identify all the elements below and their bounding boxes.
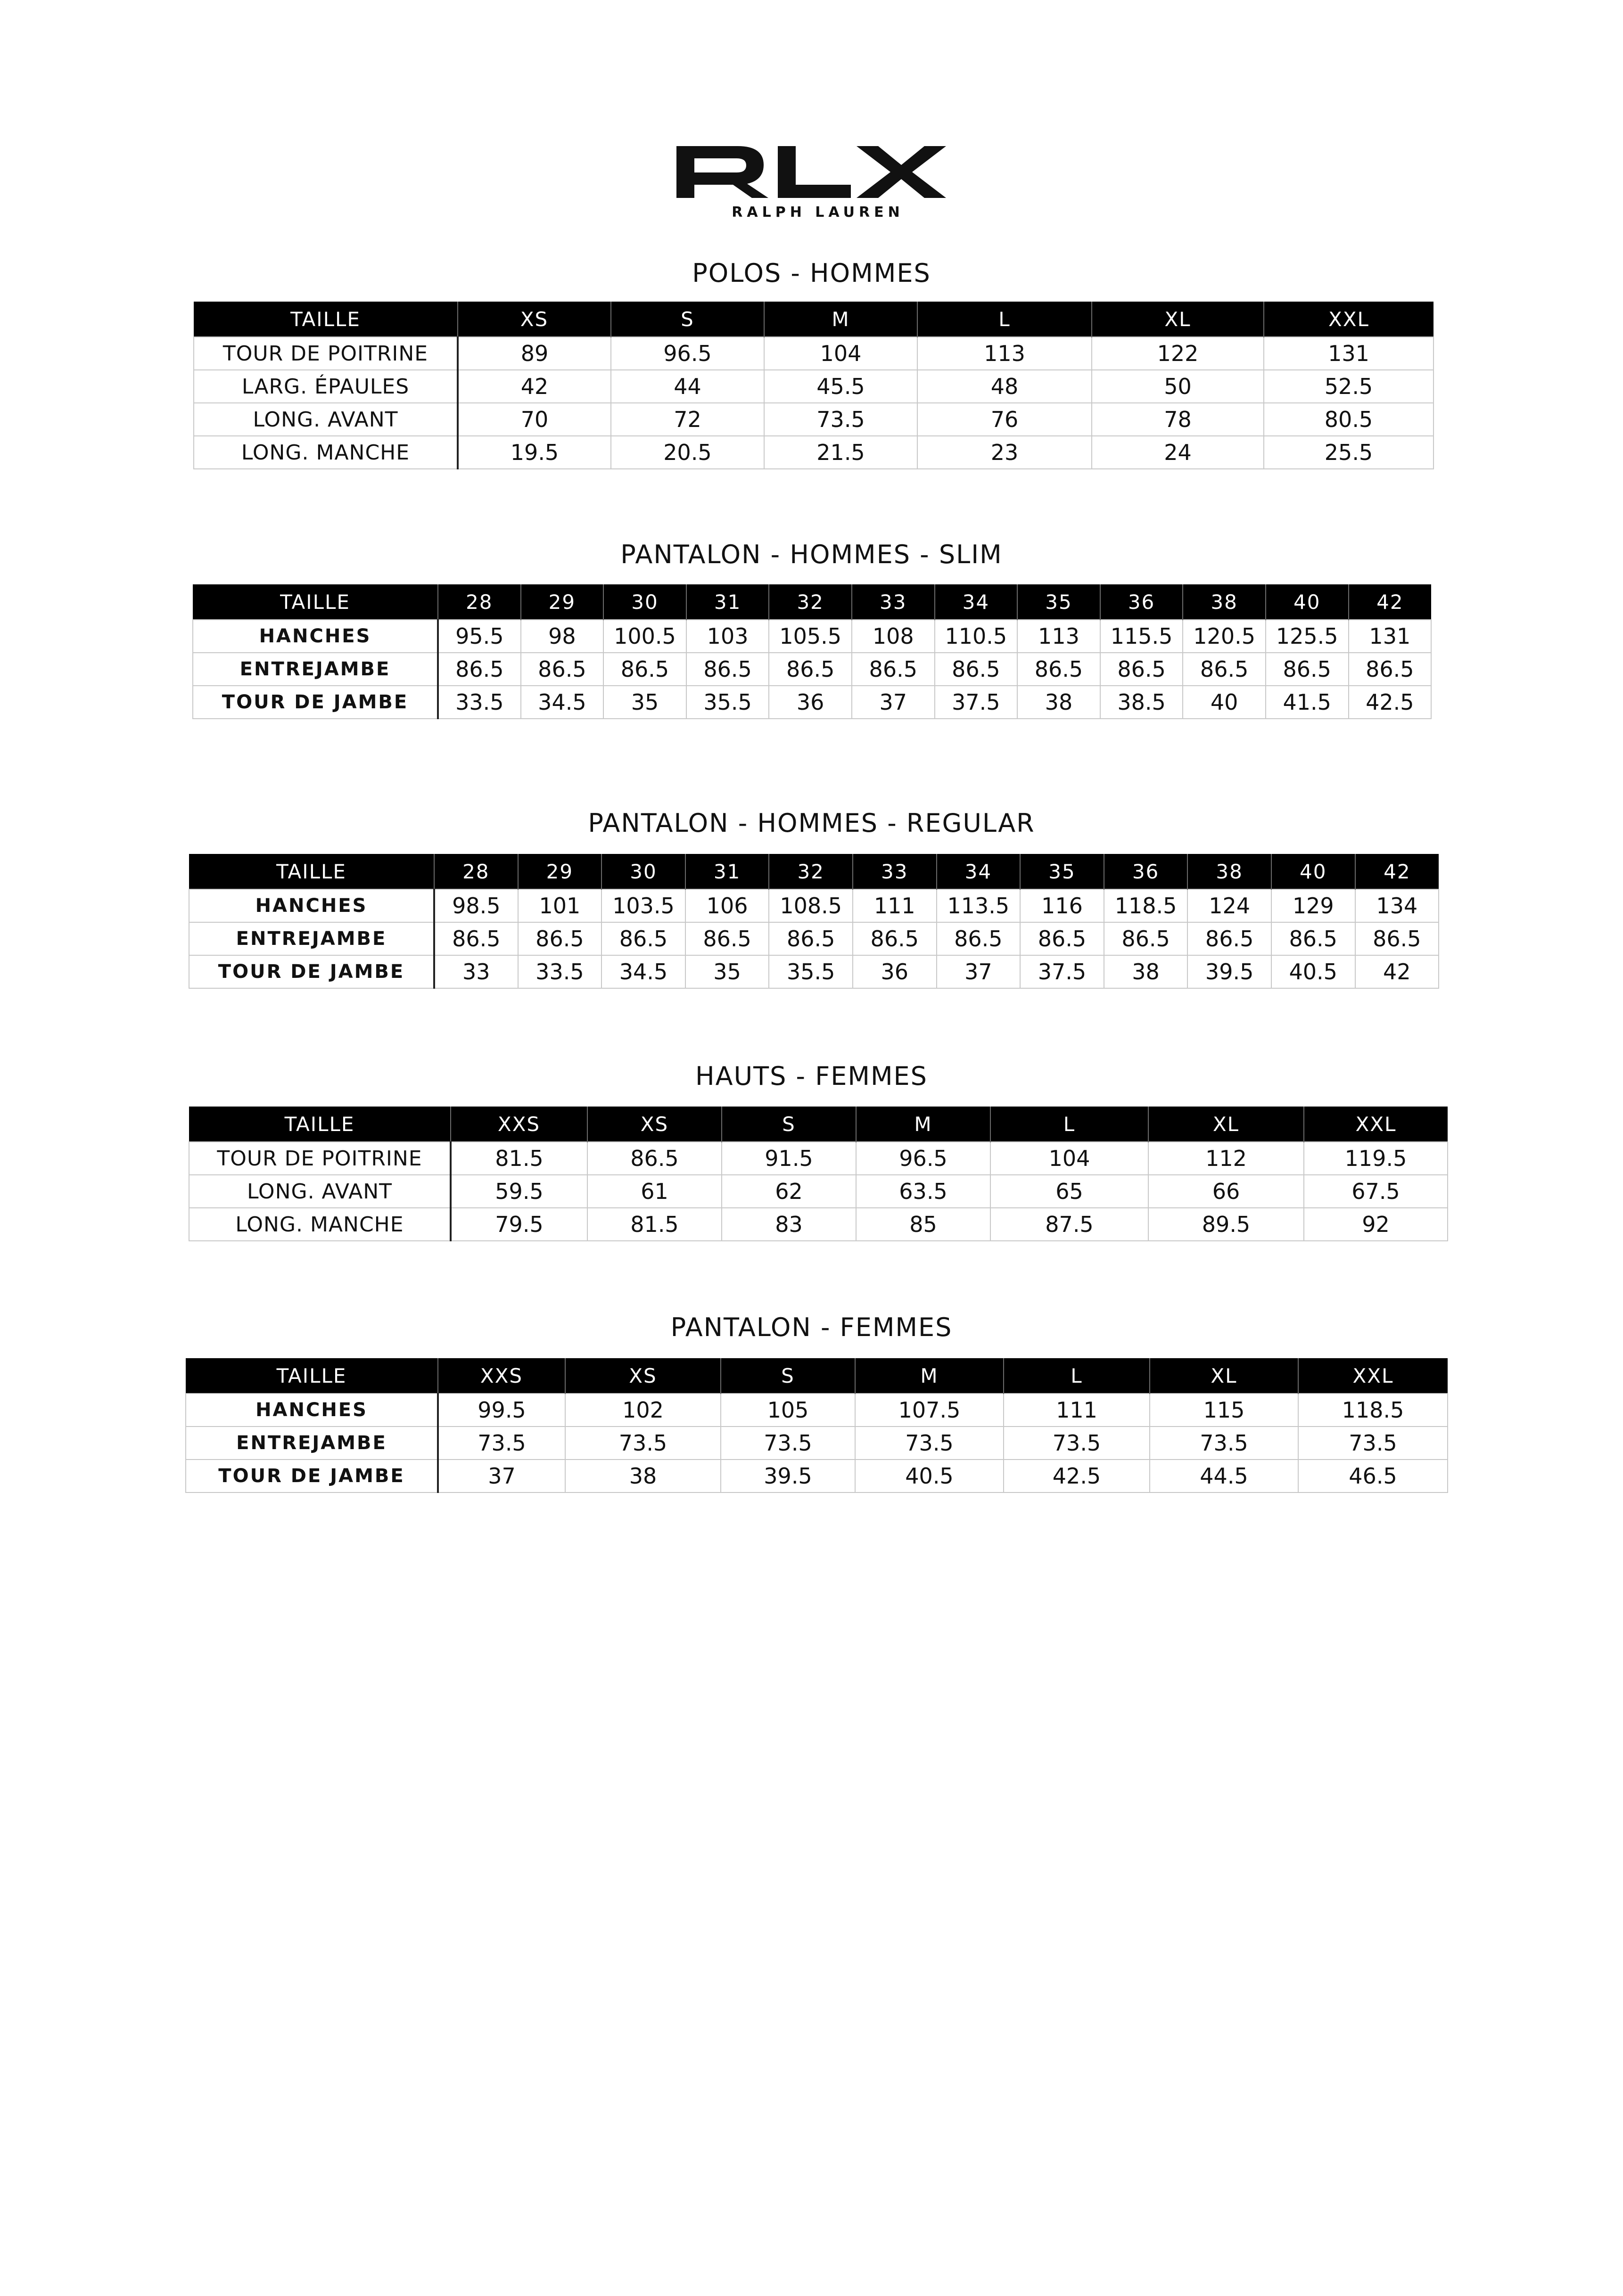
measurement-cell: 80.5 xyxy=(1264,403,1434,436)
measurement-cell: 66 xyxy=(1148,1175,1304,1208)
measurement-cell: 115 xyxy=(1150,1394,1298,1427)
table-row xyxy=(189,955,1439,988)
table-row xyxy=(189,1208,1448,1241)
row-label: LONG. AVANT xyxy=(194,403,458,436)
measurement-cell: 61 xyxy=(587,1175,722,1208)
header-cell-size: 30 xyxy=(603,584,686,620)
measurement-cell: 98.5 xyxy=(434,889,518,922)
header-cell-size: 33 xyxy=(853,854,937,889)
measurement-cell: 111 xyxy=(1004,1394,1150,1427)
measurement-cell: 118.5 xyxy=(1298,1394,1448,1427)
measurement-cell: 86.5 xyxy=(518,922,602,955)
header-cell-size: 31 xyxy=(685,854,769,889)
table-row xyxy=(193,620,1431,653)
measurement-cell: 37.5 xyxy=(935,686,1018,719)
measurement-cell: 35 xyxy=(603,686,686,719)
measurement-cell: 83 xyxy=(722,1208,856,1241)
header-cell-size: 42 xyxy=(1355,854,1439,889)
table-row xyxy=(189,922,1439,955)
header-cell-size: XS xyxy=(565,1358,721,1394)
header-cell-size: S xyxy=(722,1107,856,1142)
measurement-cell: 73.5 xyxy=(855,1427,1004,1460)
measurement-cell: 25.5 xyxy=(1264,436,1434,469)
measurement-cell: 38.5 xyxy=(1100,686,1183,719)
measurement-cell: 86.5 xyxy=(686,653,769,686)
measurement-cell: 86.5 xyxy=(769,922,853,955)
size-table-polos-hommes xyxy=(193,302,1434,469)
header-cell-size: XXS xyxy=(438,1358,565,1394)
section-title-hauts-femmes: HAUTS - FEMMES xyxy=(695,1061,928,1091)
header-cell-size: XXL xyxy=(1298,1358,1448,1394)
table-row xyxy=(186,1394,1448,1427)
measurement-cell: 119.5 xyxy=(1304,1142,1448,1175)
row-label: LARG. ÉPAULES xyxy=(194,370,458,403)
measurement-cell: 86.5 xyxy=(1020,922,1104,955)
row-label: HANCHES xyxy=(189,889,434,922)
header-cell-size: L xyxy=(1004,1358,1150,1394)
measurement-cell: 50 xyxy=(1092,370,1264,403)
section-title-pantalon-hommes-slim: PANTALON - HOMMES - SLIM xyxy=(620,540,1003,569)
table-row xyxy=(189,889,1439,922)
measurement-cell: 113 xyxy=(1017,620,1100,653)
header-cell-size: XXL xyxy=(1264,302,1434,337)
header-cell-size: 35 xyxy=(1017,584,1100,620)
measurement-cell: 86.5 xyxy=(587,1142,722,1175)
measurement-cell: 104 xyxy=(764,337,917,370)
measurement-cell: 20.5 xyxy=(611,436,764,469)
header-cell-size: 42 xyxy=(1349,584,1432,620)
table-row xyxy=(194,370,1434,403)
measurement-cell: 52.5 xyxy=(1264,370,1434,403)
header-cell-size: XXL xyxy=(1304,1107,1448,1142)
measurement-cell: 73.5 xyxy=(1298,1427,1448,1460)
header-cell-size: 31 xyxy=(686,584,769,620)
measurement-cell: 59.5 xyxy=(451,1175,587,1208)
measurement-cell: 113.5 xyxy=(937,889,1021,922)
measurement-cell: 86.5 xyxy=(1104,922,1188,955)
measurement-cell: 107.5 xyxy=(855,1394,1004,1427)
measurement-cell: 95.5 xyxy=(438,620,521,653)
measurement-cell: 99.5 xyxy=(438,1394,565,1427)
measurement-cell: 42 xyxy=(458,370,611,403)
header-cell-size: 28 xyxy=(434,854,518,889)
measurement-cell: 105.5 xyxy=(769,620,852,653)
measurement-cell: 35.5 xyxy=(769,955,853,988)
table-header-row xyxy=(189,854,1439,889)
header-cell-size: XL xyxy=(1092,302,1264,337)
measurement-cell: 40.5 xyxy=(855,1460,1004,1492)
measurement-cell: 73.5 xyxy=(438,1427,565,1460)
table-header-row xyxy=(194,302,1434,337)
measurement-cell: 35.5 xyxy=(686,686,769,719)
measurement-cell: 46.5 xyxy=(1298,1460,1448,1492)
measurement-cell: 98 xyxy=(521,620,604,653)
row-label: TOUR DE POITRINE xyxy=(189,1142,451,1175)
measurement-cell: 38 xyxy=(1017,686,1100,719)
measurement-cell: 86.5 xyxy=(1100,653,1183,686)
measurement-cell: 120.5 xyxy=(1183,620,1266,653)
measurement-cell: 81.5 xyxy=(451,1142,587,1175)
row-label: LONG. AVANT xyxy=(189,1175,451,1208)
measurement-cell: 104 xyxy=(990,1142,1148,1175)
header-cell-size: 30 xyxy=(601,854,685,889)
table-header-row xyxy=(189,1107,1448,1142)
measurement-cell: 62 xyxy=(722,1175,856,1208)
row-label: LONG. MANCHE xyxy=(189,1208,451,1241)
measurement-cell: 108 xyxy=(852,620,935,653)
section-title-pantalon-femmes: PANTALON - FEMMES xyxy=(670,1312,953,1342)
measurement-cell: 129 xyxy=(1271,889,1355,922)
measurement-cell: 96.5 xyxy=(611,337,764,370)
header-cell-size: 33 xyxy=(852,584,935,620)
measurement-cell: 108.5 xyxy=(769,889,853,922)
measurement-cell: 116 xyxy=(1020,889,1104,922)
measurement-cell: 73.5 xyxy=(764,403,917,436)
measurement-cell: 33.5 xyxy=(438,686,521,719)
header-cell-size: 35 xyxy=(1020,854,1104,889)
header-cell-size: 38 xyxy=(1187,854,1271,889)
header-cell-size: XL xyxy=(1150,1358,1298,1394)
header-cell-size: M xyxy=(855,1358,1004,1394)
header-cell-size: 38 xyxy=(1183,584,1266,620)
measurement-cell: 111 xyxy=(853,889,937,922)
measurement-cell: 37 xyxy=(438,1460,565,1492)
header-cell-size: 36 xyxy=(1100,584,1183,620)
header-cell-size: 34 xyxy=(937,854,1021,889)
table-row xyxy=(189,1175,1448,1208)
measurement-cell: 70 xyxy=(458,403,611,436)
table-header-row xyxy=(193,584,1431,620)
measurement-cell: 110.5 xyxy=(935,620,1018,653)
header-cell-size: S xyxy=(611,302,764,337)
measurement-cell: 81.5 xyxy=(587,1208,722,1241)
table-row xyxy=(186,1460,1448,1492)
row-label: TOUR DE POITRINE xyxy=(194,337,458,370)
header-cell-size: 40 xyxy=(1266,584,1349,620)
measurement-cell: 86.5 xyxy=(937,922,1021,955)
measurement-cell: 39.5 xyxy=(721,1460,855,1492)
header-cell-taille: TAILLE xyxy=(189,854,434,889)
row-label: HANCHES xyxy=(193,620,438,653)
measurement-cell: 21.5 xyxy=(764,436,917,469)
measurement-cell: 73.5 xyxy=(1150,1427,1298,1460)
measurement-cell: 86.5 xyxy=(1017,653,1100,686)
measurement-cell: 72 xyxy=(611,403,764,436)
header-cell-size: 32 xyxy=(769,584,852,620)
measurement-cell: 112 xyxy=(1148,1142,1304,1175)
measurement-cell: 85 xyxy=(856,1208,990,1241)
measurement-cell: 86.5 xyxy=(1266,653,1349,686)
measurement-cell: 113 xyxy=(917,337,1092,370)
measurement-cell: 73.5 xyxy=(565,1427,721,1460)
measurement-cell: 86.5 xyxy=(852,653,935,686)
measurement-cell: 134 xyxy=(1355,889,1439,922)
row-label: ENTREJAMBE xyxy=(189,922,434,955)
table-row xyxy=(186,1427,1448,1460)
measurement-cell: 39.5 xyxy=(1187,955,1271,988)
header-cell-size: M xyxy=(856,1107,990,1142)
header-cell-size: 36 xyxy=(1104,854,1188,889)
measurement-cell: 35 xyxy=(685,955,769,988)
table-row xyxy=(193,653,1431,686)
header-cell-size: L xyxy=(990,1107,1148,1142)
measurement-cell: 125.5 xyxy=(1266,620,1349,653)
measurement-cell: 102 xyxy=(565,1394,721,1427)
measurement-cell: 105 xyxy=(721,1394,855,1427)
measurement-cell: 124 xyxy=(1187,889,1271,922)
measurement-cell: 131 xyxy=(1349,620,1432,653)
measurement-cell: 40 xyxy=(1183,686,1266,719)
measurement-cell: 103.5 xyxy=(601,889,685,922)
measurement-cell: 103 xyxy=(686,620,769,653)
measurement-cell: 37.5 xyxy=(1020,955,1104,988)
measurement-cell: 42.5 xyxy=(1349,686,1432,719)
measurement-cell: 86.5 xyxy=(521,653,604,686)
header-cell-taille: TAILLE xyxy=(194,302,458,337)
table-row xyxy=(193,686,1431,719)
measurement-cell: 86.5 xyxy=(603,653,686,686)
rlx-ralph-lauren-logo xyxy=(676,141,959,224)
measurement-cell: 86.5 xyxy=(935,653,1018,686)
table-row xyxy=(194,403,1434,436)
header-cell-size: S xyxy=(721,1358,855,1394)
header-cell-size: XS xyxy=(458,302,611,337)
section-title-polos-hommes: POLOS - HOMMES xyxy=(692,258,931,288)
measurement-cell: 89 xyxy=(458,337,611,370)
measurement-cell: 42.5 xyxy=(1004,1460,1150,1492)
header-cell-taille: TAILLE xyxy=(193,584,438,620)
measurement-cell: 86.5 xyxy=(601,922,685,955)
header-cell-taille: TAILLE xyxy=(189,1107,451,1142)
table-row xyxy=(189,1142,1448,1175)
logo-letter-x xyxy=(857,146,946,198)
measurement-cell: 37 xyxy=(937,955,1021,988)
measurement-cell: 122 xyxy=(1092,337,1264,370)
measurement-cell: 86.5 xyxy=(1187,922,1271,955)
size-table-pantalon-femmes xyxy=(185,1358,1448,1493)
header-cell-size: 29 xyxy=(518,854,602,889)
header-cell-size: 34 xyxy=(935,584,1018,620)
measurement-cell: 34.5 xyxy=(521,686,604,719)
section-title-pantalon-hommes-regular: PANTALON - HOMMES - REGULAR xyxy=(588,808,1035,838)
measurement-cell: 36 xyxy=(853,955,937,988)
measurement-cell: 19.5 xyxy=(458,436,611,469)
measurement-cell: 118.5 xyxy=(1104,889,1188,922)
measurement-cell: 86.5 xyxy=(1271,922,1355,955)
measurement-cell: 87.5 xyxy=(990,1208,1148,1241)
logo-subtext: RALPH LAUREN xyxy=(732,204,904,221)
measurement-cell: 92 xyxy=(1304,1208,1448,1241)
header-cell-taille: TAILLE xyxy=(186,1358,438,1394)
header-cell-size: 32 xyxy=(769,854,853,889)
measurement-cell: 86.5 xyxy=(685,922,769,955)
measurement-cell: 86.5 xyxy=(1183,653,1266,686)
measurement-cell: 34.5 xyxy=(601,955,685,988)
measurement-cell: 73.5 xyxy=(721,1427,855,1460)
header-cell-size: 40 xyxy=(1271,854,1355,889)
measurement-cell: 36 xyxy=(769,686,852,719)
row-label: LONG. MANCHE xyxy=(194,436,458,469)
measurement-cell: 65 xyxy=(990,1175,1148,1208)
measurement-cell: 38 xyxy=(1104,955,1188,988)
row-label: HANCHES xyxy=(186,1394,438,1427)
row-label: ENTREJAMBE xyxy=(193,653,438,686)
measurement-cell: 86.5 xyxy=(769,653,852,686)
size-table-hauts-femmes xyxy=(189,1107,1448,1241)
measurement-cell: 100.5 xyxy=(603,620,686,653)
measurement-cell: 33 xyxy=(434,955,518,988)
header-cell-size: M xyxy=(764,302,917,337)
measurement-cell: 41.5 xyxy=(1266,686,1349,719)
measurement-cell: 86.5 xyxy=(853,922,937,955)
measurement-cell: 23 xyxy=(917,436,1092,469)
table-row xyxy=(194,337,1434,370)
measurement-cell: 38 xyxy=(565,1460,721,1492)
measurement-cell: 40.5 xyxy=(1271,955,1355,988)
measurement-cell: 73.5 xyxy=(1004,1427,1150,1460)
measurement-cell: 91.5 xyxy=(722,1142,856,1175)
size-table-pantalon-hommes-regular xyxy=(189,854,1439,989)
measurement-cell: 86.5 xyxy=(1349,653,1432,686)
header-cell-size: XS xyxy=(587,1107,722,1142)
logo-letter-r xyxy=(676,146,768,198)
header-cell-size: 28 xyxy=(438,584,521,620)
header-cell-size: XXS xyxy=(451,1107,587,1142)
measurement-cell: 63.5 xyxy=(856,1175,990,1208)
measurement-cell: 115.5 xyxy=(1100,620,1183,653)
measurement-cell: 42 xyxy=(1355,955,1439,988)
measurement-cell: 78 xyxy=(1092,403,1264,436)
measurement-cell: 86.5 xyxy=(1355,922,1439,955)
measurement-cell: 37 xyxy=(852,686,935,719)
size-table-pantalon-hommes-slim xyxy=(192,584,1432,719)
measurement-cell: 86.5 xyxy=(434,922,518,955)
measurement-cell: 86.5 xyxy=(438,653,521,686)
row-label: TOUR DE JAMBE xyxy=(189,955,434,988)
header-cell-size: L xyxy=(917,302,1092,337)
measurement-cell: 33.5 xyxy=(518,955,602,988)
logo-letter-l xyxy=(778,146,851,198)
measurement-cell: 67.5 xyxy=(1304,1175,1448,1208)
measurement-cell: 44 xyxy=(611,370,764,403)
row-label: ENTREJAMBE xyxy=(186,1427,438,1460)
measurement-cell: 24 xyxy=(1092,436,1264,469)
measurement-cell: 101 xyxy=(518,889,602,922)
measurement-cell: 79.5 xyxy=(451,1208,587,1241)
measurement-cell: 96.5 xyxy=(856,1142,990,1175)
measurement-cell: 45.5 xyxy=(764,370,917,403)
measurement-cell: 131 xyxy=(1264,337,1434,370)
measurement-cell: 44.5 xyxy=(1150,1460,1298,1492)
table-header-row xyxy=(186,1358,1448,1394)
header-cell-size: 29 xyxy=(521,584,604,620)
row-label: TOUR DE JAMBE xyxy=(186,1460,438,1492)
table-row xyxy=(194,436,1434,469)
row-label: TOUR DE JAMBE xyxy=(193,686,438,719)
header-cell-size: XL xyxy=(1148,1107,1304,1142)
measurement-cell: 89.5 xyxy=(1148,1208,1304,1241)
measurement-cell: 76 xyxy=(917,403,1092,436)
measurement-cell: 48 xyxy=(917,370,1092,403)
measurement-cell: 106 xyxy=(685,889,769,922)
